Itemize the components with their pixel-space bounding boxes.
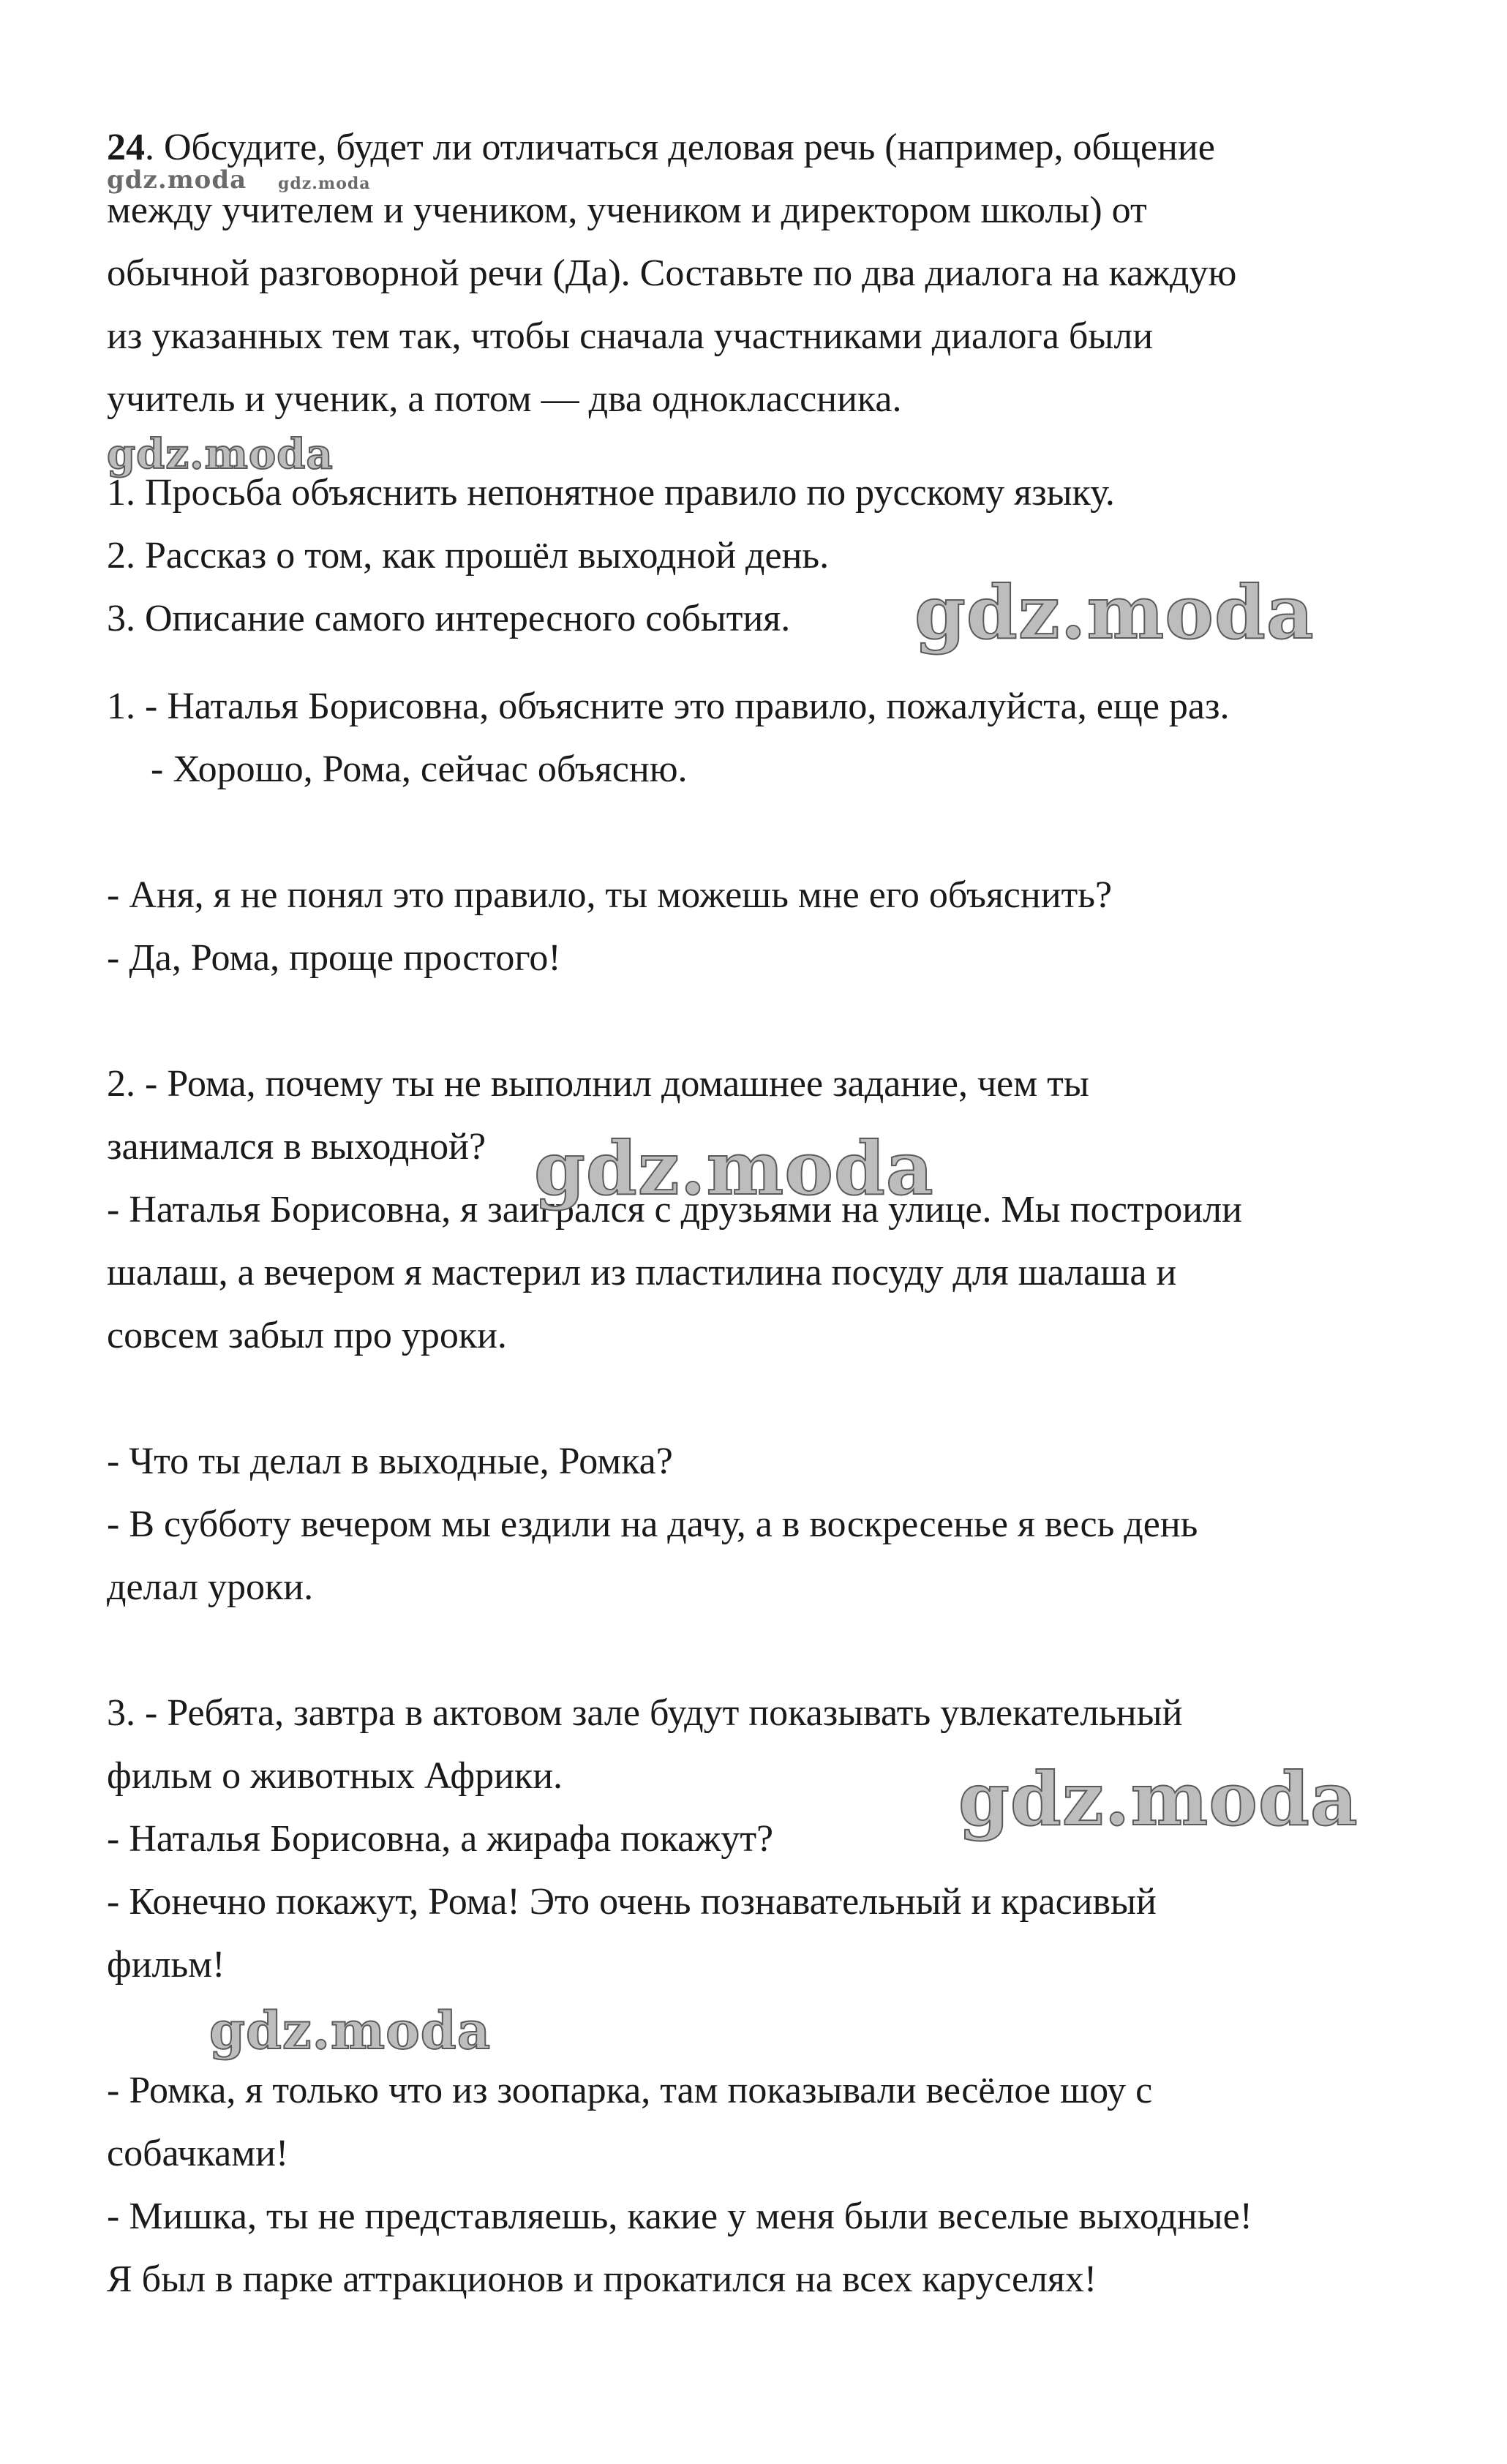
task-intro-line-3: обычной разговорной речи (Да). Составьте по два диалога на каждую bbox=[107, 252, 1237, 294]
watermark-logo: gdz.moda bbox=[209, 2000, 492, 2061]
task-intro-line-2: между учителем и учеником, учеником и директором школы) от bbox=[107, 189, 1147, 231]
task-number: 24 bbox=[107, 127, 145, 168]
dialog3a-line-3: - Наталья Борисовна, а жирафа покажут? bbox=[107, 1818, 774, 1860]
dialog2b-line-3: делал уроки. bbox=[107, 1566, 314, 1608]
dialog2a-line-2: занимался в выходной? bbox=[107, 1126, 486, 1168]
dialog2a-line-5: совсем забыл про уроки. bbox=[107, 1315, 507, 1356]
topic-3: 3. Описание самого интересного события. bbox=[107, 598, 791, 639]
topic-2: 2. Рассказ о том, как прошёл выходной день. bbox=[107, 535, 830, 576]
dialog3a-line-2: фильм о животных Африки. bbox=[107, 1755, 563, 1797]
dialog1a-line-1: 1. - Наталья Борисовна, объясните это правило, пожалуйста, еще раз. bbox=[107, 686, 1230, 727]
watermark-logo: gdz.moda bbox=[107, 165, 247, 195]
dialog2b-line-2: - В субботу вечером мы ездили на дачу, а в воскресенье я весь день bbox=[107, 1503, 1198, 1545]
dialog2a-line-3: - Наталья Борисовна, я заигрался с друзьями на улице. Мы построили bbox=[107, 1189, 1242, 1231]
watermark-logo: gdz.moda bbox=[914, 569, 1315, 656]
dialog3a-line-1: 3. - Ребята, завтра в актовом зале будут показывать увлекательный bbox=[107, 1692, 1183, 1734]
watermark-logo: gdz.moda bbox=[534, 1125, 934, 1212]
dialog1b-line-1: - Аня, я не понял это правило, ты можешь мне его объяснить? bbox=[107, 874, 1113, 916]
dialog1b-line-2: - Да, Рома, проще простого! bbox=[107, 937, 561, 979]
task-intro-line-1: 24. Обсудите, будет ли отличаться деловая речь (например, общение bbox=[107, 127, 1215, 168]
task-intro-line-4: из указанных тем так, чтобы сначала участниками диалога были bbox=[107, 315, 1154, 357]
dialog2a-line-4: шалаш, а вечером я мастерил из пластилина посуду для шалаша и bbox=[107, 1252, 1177, 1293]
watermark-logo: gdz.moda bbox=[278, 174, 371, 193]
watermark-logo: gdz.moda bbox=[958, 1756, 1358, 1842]
dialog3a-line-4: - Конечно покажут, Рома! Это очень познавательный и красивый bbox=[107, 1881, 1157, 1923]
dialog3b-line-2: собачками! bbox=[107, 2133, 289, 2174]
dialog3b-line-1: - Ромка, я только что из зоопарка, там показывали весёлое шоу с bbox=[107, 2070, 1153, 2111]
watermark-logo: gdz.moda bbox=[107, 430, 334, 478]
dialog2b-line-1: - Что ты делал в выходные, Ромка? bbox=[107, 1441, 673, 1482]
dialog2a-line-1: 2. - Рома, почему ты не выполнил домашнее задание, чем ты bbox=[107, 1063, 1089, 1105]
topic-1: 1. Просьба объяснить непонятное правило по русскому языку. bbox=[107, 472, 1115, 514]
dialog1a-line-2: - Хорошо, Рома, сейчас объясню. bbox=[151, 748, 688, 790]
dialog3b-line-3: - Мишка, ты не представляешь, какие у меня были веселые выходные! bbox=[107, 2196, 1252, 2237]
dialog3b-line-4: Я был в парке аттракционов и прокатился на всех каруселях! bbox=[107, 2258, 1097, 2300]
dialog3a-line-5: фильм! bbox=[107, 1944, 225, 1986]
task-intro-line-5: учитель и ученик, а потом — два одноклассника. bbox=[107, 378, 902, 420]
